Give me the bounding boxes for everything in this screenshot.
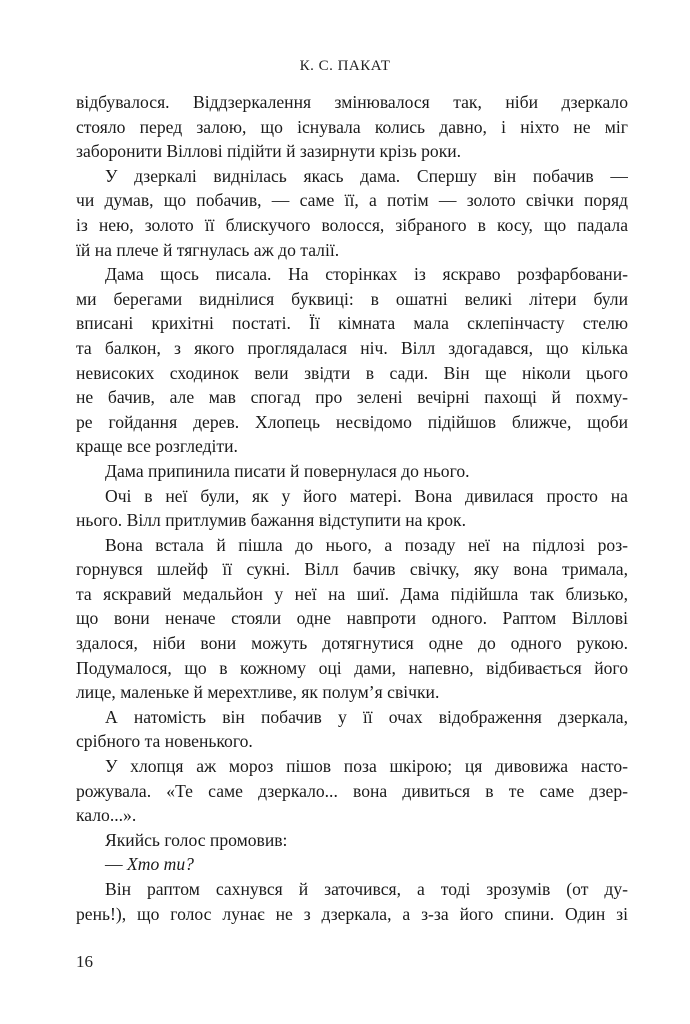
text-line: ми берегами виднілися буквиці: в ошатні великі літери були [76, 288, 628, 309]
text-line: стояло перед залою, що існувала колись давно, і ніхто не міг [76, 116, 628, 137]
text-line: із нею, золото її блискучого волосся, зібраного в косу, що падала [76, 214, 628, 235]
text-line: Вона встала й пішла до нього, а позаду неї на підлозі роз- [105, 534, 628, 555]
text-line: нього. Вілл притлумив бажання відступити на крок. [76, 510, 466, 531]
text-line: вписані крихітні постаті. Її кімната мала склепінчасту стелю [76, 313, 628, 334]
text-line: чи думав, що побачив, — саме її, а потім — золото свічки поряд [76, 190, 628, 211]
text-line: ре гойдання дерев. Хлопець несвідомо підійшов ближче, щоби [76, 411, 628, 432]
text-line: відбувалося. Віддзеркалення змінювалося так, ніби дзеркало [76, 92, 628, 112]
text-line: Подумалося, що в кожному оці дами, напевно, відбивається його [76, 657, 628, 678]
text-line: та яскравий медальйон у неї на шиї. Дама підійшла так близько, [76, 583, 628, 604]
text-line: Якийсь голос промовив: [105, 829, 288, 850]
text-line: рень!), що голос лунає не з дзеркала, а з-за його спини. Один зі [76, 903, 628, 924]
text-line: не бачив, але мав спогад про зелені вечірні пахощі й похму- [76, 387, 628, 408]
text-line: срібного та новенького. [76, 731, 253, 752]
text-line: Дама припинила писати й повернулася до нього. [105, 460, 470, 481]
text-line: їй на плече й тягнулась аж до талії. [76, 239, 340, 260]
text-line: горнувся шлейф її сукні. Вілл бачив свічку, яку вона тримала, [76, 559, 628, 580]
text-line: краще все розгледіти. [76, 436, 238, 457]
dialogue-line: — Хто ти? [105, 854, 194, 875]
text-line: лице, маленьке й мерехтливе, як полум’я свічки. [76, 682, 440, 703]
text-line: У дзеркалі виднілась якась дама. Спершу він побачив — [105, 165, 628, 186]
text-line: здалося, ніби вони можуть дотягнутися одне до одного рукою. [76, 633, 628, 654]
text-line: що вони неначе стояли одне навпроти одного. Раптом Віллові [76, 608, 628, 629]
text-line: невисоких сходинок вели звідти в сади. Він ще ніколи цього [76, 362, 628, 383]
text-line: та балкон, з якого проглядалася ніч. Вілл здогадався, що кілька [76, 337, 628, 358]
text-line: заборонити Віллові підійти й зазирнути крізь роки. [76, 141, 462, 162]
text-line: Дама щось писала. На сторінках із яскраво розфарбовани- [105, 264, 628, 285]
text-line: кало...». [76, 805, 137, 826]
text-line: У хлопця аж мороз пішов поза шкірою; ця дивовижа насто- [105, 756, 628, 777]
body-text [76, 90, 628, 926]
text-line: Очі в неї були, як у його матері. Вона дивилася просто на [105, 485, 628, 506]
text-line: А натомість він побачив у її очах відображення дзеркала, [105, 706, 628, 727]
text-line: Він раптом сахнувся й заточився, а тоді зрозумів (от ду- [105, 879, 628, 899]
running-head: К. С. ПАКАТ [299, 58, 391, 74]
page-number: 16 [76, 952, 93, 971]
text-line: рожувала. «Те саме дзеркало... вона дивиться в те саме дзер- [76, 780, 628, 801]
